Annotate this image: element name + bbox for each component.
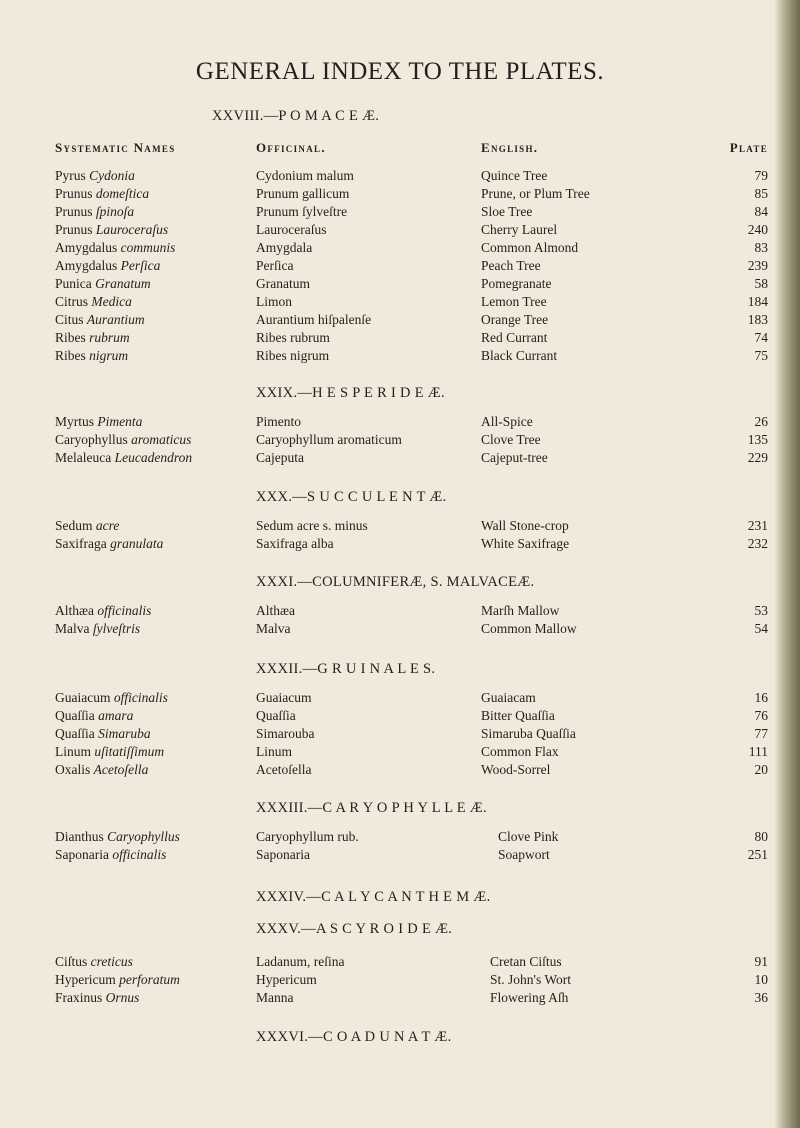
english-name: Red Currant [481, 330, 548, 345]
officinal-name: Caryophyllum aromaticum [256, 432, 402, 447]
officinal-name: Simarouba [256, 726, 315, 741]
plate-number: 10 [754, 972, 768, 987]
officinal-name: Hypericum [256, 972, 317, 987]
systematic-name: Amygdalus Perſica [55, 258, 161, 273]
plate-number: 20 [754, 762, 768, 777]
officinal-name: Ribes rubrum [256, 330, 330, 345]
section-title: XXX.—S U C C U L E N T Æ. [256, 489, 447, 505]
english-name: All-Spice [481, 414, 533, 429]
english-name: St. John's Wort [490, 972, 571, 987]
table-row [0, 312, 800, 330]
section-title: XXXVI.—C O A D U N A T Æ. [256, 1029, 452, 1045]
plate-number: 58 [754, 276, 768, 291]
table-row [0, 168, 800, 186]
systematic-name: Hypericum perforatum [55, 972, 180, 987]
officinal-name: Ribes nigrum [256, 348, 330, 363]
english-name: Lemon Tree [481, 294, 547, 309]
systematic-name: Ribes rubrum [55, 330, 130, 345]
section-title: XXXV.—A S C Y R O I D E Æ. [256, 921, 453, 937]
systematic-name: Althæa officinalis [55, 603, 152, 618]
plate-number: 135 [747, 432, 768, 447]
officinal-name: Limon [256, 294, 292, 309]
table-row [0, 708, 800, 726]
table-row [0, 518, 800, 536]
english-name: Flowering Aſh [490, 990, 569, 1005]
english-name: Bitter Quaſſia [481, 708, 555, 723]
plate-number: 79 [754, 168, 768, 183]
plate-number: 53 [754, 603, 768, 618]
officinal-name: Malva [256, 621, 291, 636]
english-name: Quince Tree [481, 168, 548, 183]
officinal-name: Cydonium malum [256, 168, 354, 183]
systematic-name: Malva ſylveſtris [55, 621, 141, 636]
english-name: Clove Pink [498, 829, 559, 844]
table-row [0, 690, 800, 708]
english-name: Common Almond [481, 240, 579, 255]
english-name: Cajeput-tree [481, 450, 548, 465]
plate-number: 231 [747, 518, 768, 533]
table-row [0, 603, 800, 621]
table-row [0, 330, 800, 348]
column-header-plate: Plate [729, 140, 768, 155]
table-row [0, 829, 800, 847]
plate-number: 77 [754, 726, 768, 741]
systematic-name: Sedum acre [55, 518, 120, 533]
english-name: Wood-Sorrel [481, 762, 551, 777]
table-row [0, 348, 800, 366]
english-name: Clove Tree [481, 432, 541, 447]
plate-number: 26 [754, 414, 768, 429]
plate-number: 36 [754, 990, 768, 1005]
systematic-name: Caryophyllus aromaticus [55, 432, 192, 447]
table-row [0, 276, 800, 294]
plate-number: 76 [754, 708, 768, 723]
officinal-name: Quaſſia [256, 708, 296, 723]
officinal-name: Althæa [256, 603, 295, 618]
table-row [0, 847, 800, 865]
column-header-english: English. [481, 140, 539, 155]
systematic-name: Punica Granatum [55, 276, 151, 291]
english-name: Common Flax [481, 744, 559, 759]
systematic-name: Quaſſia Simaruba [55, 726, 151, 741]
systematic-name: Fraxinus Ornus [55, 990, 140, 1005]
section-title: XXXIII.—C A R Y O P H Y L L E Æ. [256, 800, 487, 816]
systematic-name: Saxifraga granulata [55, 536, 164, 551]
officinal-name: Acetoſella [256, 762, 312, 777]
plate-number: 74 [754, 330, 768, 345]
officinal-name: Manna [256, 990, 294, 1005]
english-name: Prune, or Plum Tree [481, 186, 590, 201]
officinal-name: Granatum [256, 276, 310, 291]
officinal-name: Ladanum, reſina [256, 954, 345, 969]
table-row [0, 726, 800, 744]
officinal-name: Saxifraga alba [256, 536, 334, 551]
systematic-name: Prunus Lauroceraſus [55, 222, 169, 237]
english-name: Cretan Ciſtus [490, 954, 562, 969]
systematic-name: Ciſtus creticus [55, 954, 133, 969]
plate-number: 85 [754, 186, 768, 201]
column-header-systematic: Systematic Names [55, 140, 176, 155]
english-name: Sloe Tree [481, 204, 533, 219]
officinal-name: Caryophyllum rub. [256, 829, 359, 844]
systematic-name: Myrtus Pimenta [55, 414, 143, 429]
table-row [0, 222, 800, 240]
plate-number: 75 [754, 348, 768, 363]
english-name: White Saxifrage [481, 536, 570, 551]
plate-number: 240 [747, 222, 768, 237]
officinal-name: Lauroceraſus [256, 222, 327, 237]
page-title: GENERAL INDEX TO THE PLATES. [195, 58, 605, 85]
section-title: XXIX.—H E S P E R I D E Æ. [256, 385, 445, 401]
systematic-name: Citus Aurantium [55, 312, 145, 327]
table-row [0, 621, 800, 639]
table-row [0, 432, 800, 450]
systematic-name: Melaleuca Leucadendron [55, 450, 193, 465]
section-title: XXXI.—COLUMNIFERÆ, S. MALVACEÆ. [256, 574, 535, 590]
english-name: Common Mallow [481, 621, 577, 636]
table-row [0, 240, 800, 258]
plate-number: 239 [747, 258, 768, 273]
table-row [0, 204, 800, 222]
officinal-name: Amygdala [256, 240, 313, 255]
english-name: Soapwort [498, 847, 550, 862]
plate-number: 111 [748, 744, 768, 759]
plate-number: 232 [747, 536, 768, 551]
officinal-name: Cajeputa [256, 450, 304, 465]
systematic-name: Oxalis Acetoſella [55, 762, 149, 777]
english-name: Simaruba Quaſſia [481, 726, 576, 741]
systematic-name: Prunus ſpinoſa [55, 204, 135, 219]
table-row [0, 536, 800, 554]
table-row [0, 762, 800, 780]
plate-number: 80 [754, 829, 768, 844]
systematic-name: Citrus Medica [55, 294, 132, 309]
officinal-name: Aurantium hiſpalenſe [256, 312, 372, 327]
plate-number: 54 [754, 621, 768, 636]
plate-number: 184 [747, 294, 768, 309]
table-row [0, 954, 800, 972]
table-row [0, 972, 800, 990]
systematic-name: Linum uſitatiſſimum [55, 744, 165, 759]
plate-number: 84 [754, 204, 768, 219]
table-row [0, 186, 800, 204]
systematic-name: Prunus domeſtica [55, 186, 150, 201]
plate-number: 83 [754, 240, 768, 255]
english-name: Peach Tree [481, 258, 541, 273]
plate-number: 229 [747, 450, 768, 465]
systematic-name: Saponaria officinalis [55, 847, 167, 862]
section-title: XXXIV.—C A L Y C A N T H E M Æ. [256, 889, 491, 905]
systematic-name: Quaſſia amara [55, 708, 134, 723]
table-row [0, 258, 800, 276]
officinal-name: Sedum acre s. minus [256, 518, 368, 533]
english-name: Guaiacam [481, 690, 536, 705]
english-name: Wall Stone-crop [481, 518, 569, 533]
column-header-officinal: Officinal. [256, 140, 326, 155]
plate-number: 16 [754, 690, 768, 705]
table-row [0, 990, 800, 1008]
plate-number: 183 [747, 312, 768, 327]
officinal-name: Prunum ſylveſtre [256, 204, 348, 219]
officinal-name: Perſica [256, 258, 294, 273]
systematic-name: Guaiacum officinalis [55, 690, 168, 705]
table-row [0, 450, 800, 468]
plate-number: 91 [754, 954, 768, 969]
officinal-name: Guaiacum [256, 690, 312, 705]
officinal-name: Saponaria [256, 847, 310, 862]
english-name: Black Currant [481, 348, 558, 363]
plate-number: 251 [747, 847, 768, 862]
english-name: Orange Tree [481, 312, 549, 327]
systematic-name: Amygdalus communis [55, 240, 176, 255]
english-name: Cherry Laurel [481, 222, 558, 237]
section-title: XXXII.—G R U I N A L E S. [256, 661, 436, 677]
table-row [0, 744, 800, 762]
table-row [0, 294, 800, 312]
section-title: XXVIII.—P O M A C E Æ. [212, 108, 380, 124]
english-name: Pomegranate [481, 276, 552, 291]
table-row [0, 414, 800, 432]
officinal-name: Linum [256, 744, 292, 759]
systematic-name: Dianthus Caryophyllus [55, 829, 180, 844]
officinal-name: Prunum gallicum [256, 186, 350, 201]
systematic-name: Ribes nigrum [55, 348, 129, 363]
officinal-name: Pimento [256, 414, 302, 429]
english-name: Marſh Mallow [481, 603, 560, 618]
systematic-name: Pyrus Cydonia [55, 168, 135, 183]
